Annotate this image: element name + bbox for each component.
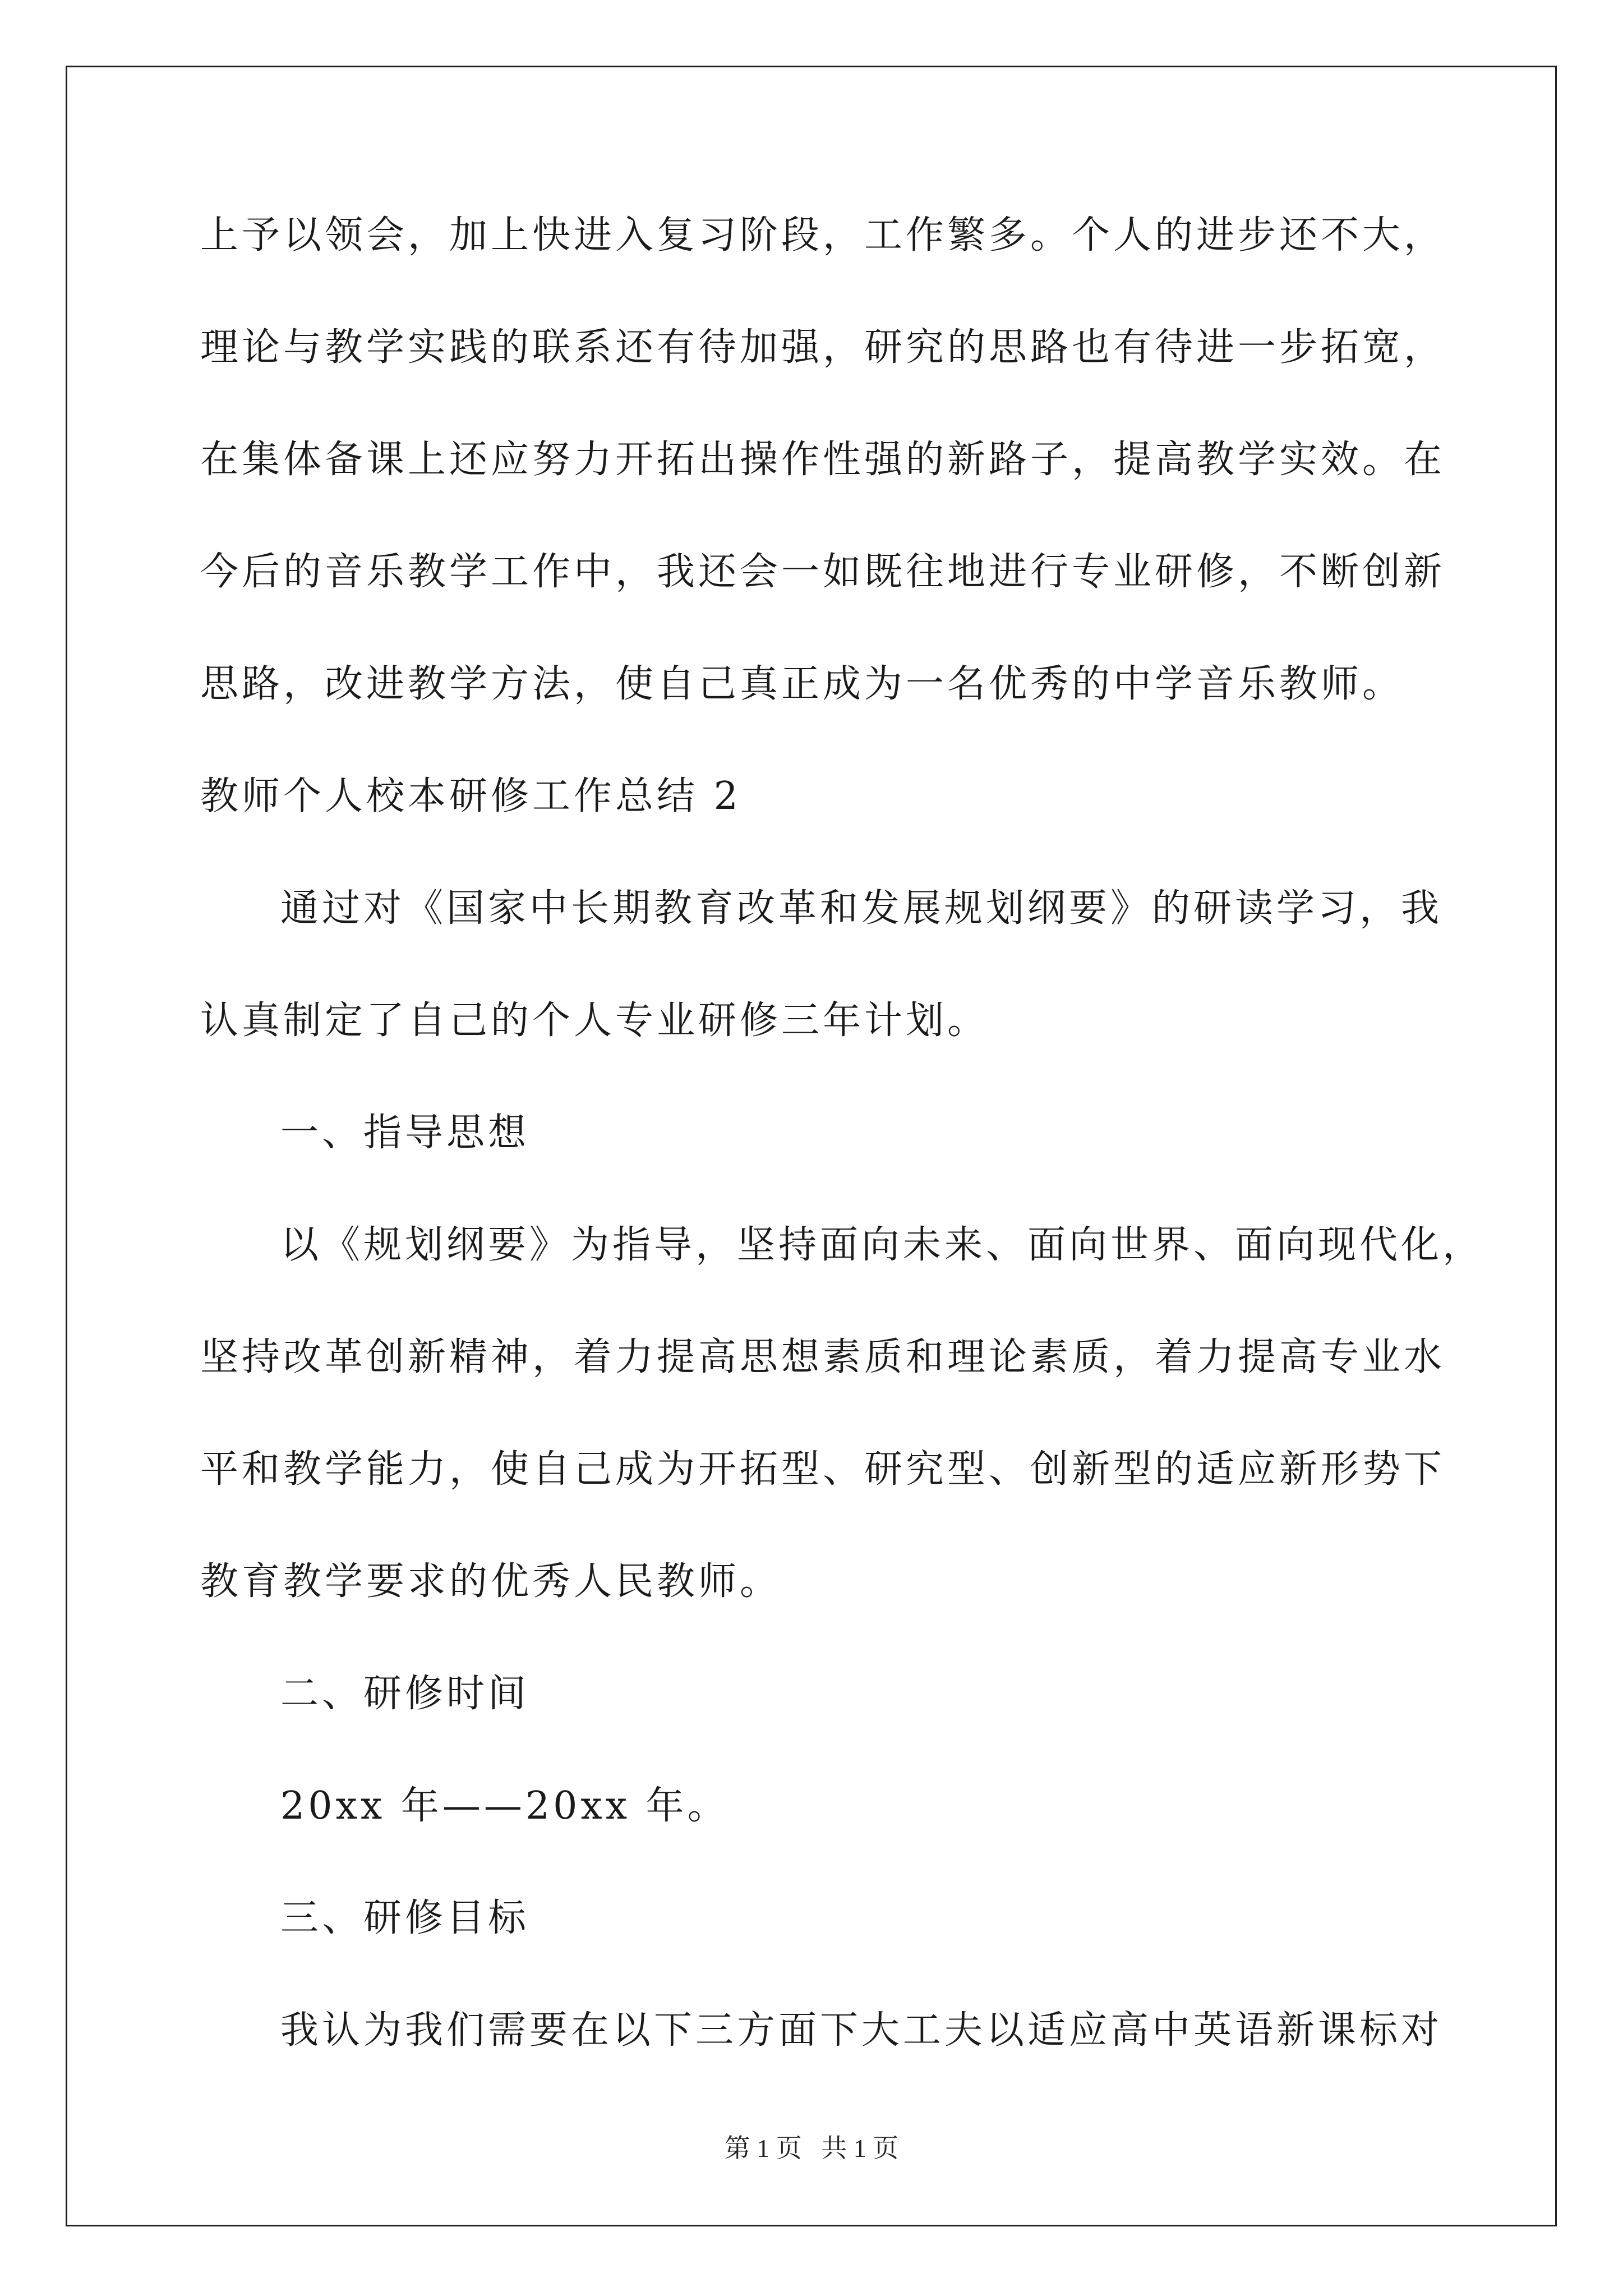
section-heading: 二、研修时间 — [280, 1672, 530, 1716]
paragraph-line: 坚持改革创新精神，着力提高思想素质和理论素质，着力提高专业水 — [200, 1335, 1446, 1379]
paragraph-line: 理论与教学实践的联系还有待加强，研究的思路也有待进一步拓宽， — [200, 325, 1446, 370]
paragraph-line: 教育教学要求的优秀人民教师。 — [200, 1559, 782, 1604]
page-number-footer: 第 1 页 共 1 页 — [724, 2134, 899, 2162]
paragraph-line: 认真制定了自己的个人专业研修三年计划。 — [200, 999, 989, 1043]
paragraph-line: 平和教学能力，使自己成为开拓型、研究型、创新型的适应新形势下 — [200, 1447, 1446, 1492]
paragraph-line: 思路，改进教学方法，使自己真正成为一名优秀的中学音乐教师。 — [200, 662, 1404, 706]
section-heading: 三、研修目标 — [280, 1896, 530, 1940]
paragraph-line: 我认为我们需要在以下三方面下大工夫以适应高中英语新课标对 — [280, 2008, 1443, 2053]
paragraph-line: 在集体备课上还应努力开拓出操作性强的新路子，提高教学实效。在 — [200, 438, 1446, 482]
paragraph-line: 今后的音乐教学工作中，我还会一如既往地进行专业研修，不断创新 — [200, 550, 1446, 594]
paragraph-line: 以《规划纲要》为指导，坚持面向未来、面向世界、面向现代化， — [280, 1223, 1484, 1267]
paragraph-line: 20xx 年——20xx 年。 — [280, 1784, 729, 1828]
section-heading: 一、指导思想 — [280, 1111, 530, 1155]
section-title: 教师个人校本研修工作总结 2 — [200, 774, 741, 818]
paragraph-line: 上予以领会，加上快进入复习阶段，工作繁多。个人的进步还不大， — [200, 213, 1446, 257]
paragraph-line: 通过对《国家中长期教育改革和发展规划纲要》的研读学习，我 — [280, 886, 1443, 931]
